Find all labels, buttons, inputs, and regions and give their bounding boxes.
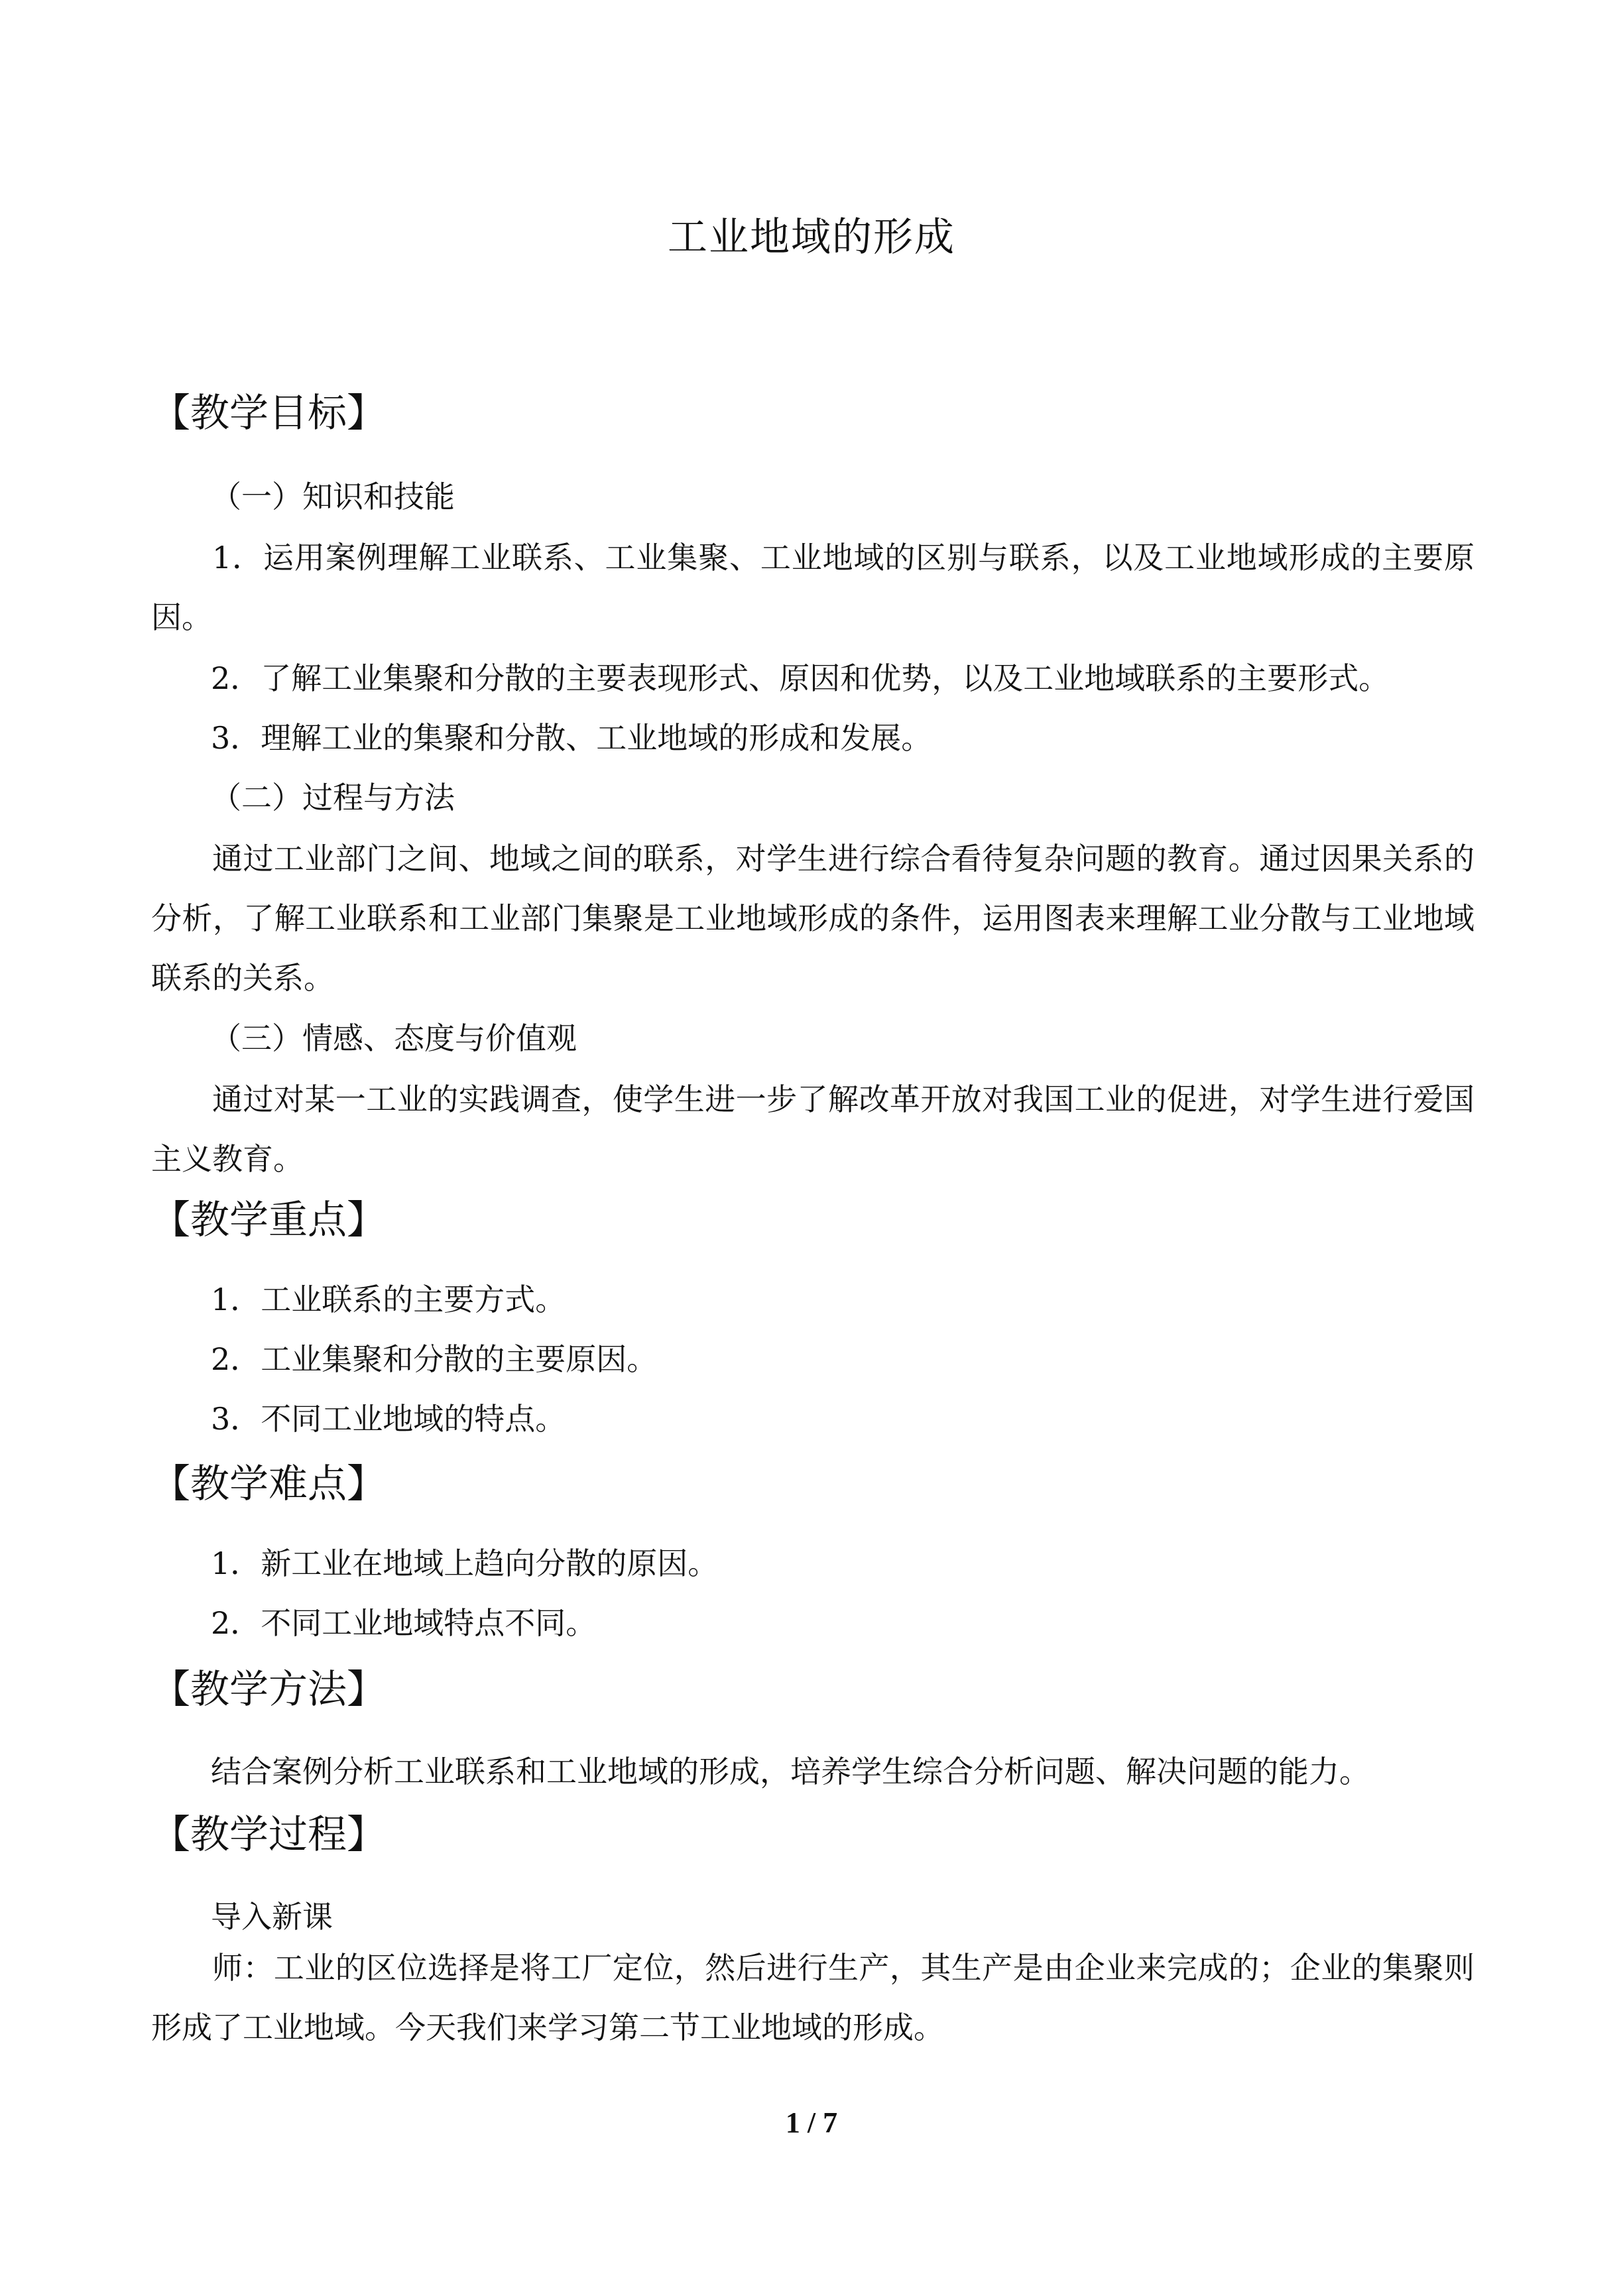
difficulty-item-1: 1．新工业在地域上趋向分散的原因。 bbox=[211, 1545, 719, 1581]
goal-item-3: 3．理解工业的集聚和分散、工业地域的形成和发展。 bbox=[211, 720, 932, 756]
key-point-item-2: 2．工业集聚和分散的主要原因。 bbox=[211, 1341, 658, 1377]
key-point-item-3: 3．不同工业地域的特点。 bbox=[211, 1401, 566, 1437]
process-paragraph: 通过工业部门之间、地域之间的联系，对学生进行综合看待复杂问题的教育。通过因果关系的分析，了解工业联系和工业部门集聚是工业地域形成的条件，运用图表来理解工业分散与工业地域联系的关系。 bbox=[151, 841, 1474, 996]
section-heading-difficulties: 【教学难点】 bbox=[151, 1461, 387, 1506]
emotion-paragraph: 通过对某一工业的实践调查，使学生进一步了解改革开放对我国工业的促进，对学生进行爱国主义教育。 bbox=[151, 1081, 1474, 1177]
subsection-label-process: （二）过程与方法 bbox=[211, 780, 455, 816]
difficulty-item-2: 2．不同工业地域特点不同。 bbox=[211, 1605, 597, 1641]
subsection-label-knowledge: （一）知识和技能 bbox=[211, 479, 455, 514]
intro-label: 导入新课 bbox=[211, 1899, 333, 1935]
section-heading-goals: 【教学目标】 bbox=[151, 390, 387, 436]
page-title: 工业地域的形成 bbox=[668, 214, 955, 261]
teacher-paragraph: 师：工业的区位选择是将工厂定位，然后进行生产，其生产是由企业来完成的；企业的集聚则形成了工业地域。今天我们来学习第二节工业地域的形成。 bbox=[151, 1950, 1474, 2045]
goal-item-2: 2．了解工业集聚和分散的主要表现形式、原因和优势，以及工业地域联系的主要形式。 bbox=[211, 660, 1390, 696]
section-heading-key-points: 【教学重点】 bbox=[151, 1197, 387, 1242]
key-point-item-1: 1．工业联系的主要方式。 bbox=[211, 1282, 566, 1317]
subsection-label-emotion: （三）情感、态度与价值观 bbox=[211, 1020, 577, 1056]
section-heading-process: 【教学过程】 bbox=[151, 1811, 387, 1857]
section-heading-methods: 【教学方法】 bbox=[151, 1666, 387, 1712]
goal-item-1: 1．运用案例理解工业联系、工业集聚、工业地域的区别与联系，以及工业地域形成的主要原因。 bbox=[151, 540, 1474, 635]
page-number: 1 / 7 bbox=[785, 2106, 838, 2139]
methods-paragraph: 结合案例分析工业联系和工业地域的形成，培养学生综合分析问题、解决问题的能力。 bbox=[211, 1754, 1370, 1789]
